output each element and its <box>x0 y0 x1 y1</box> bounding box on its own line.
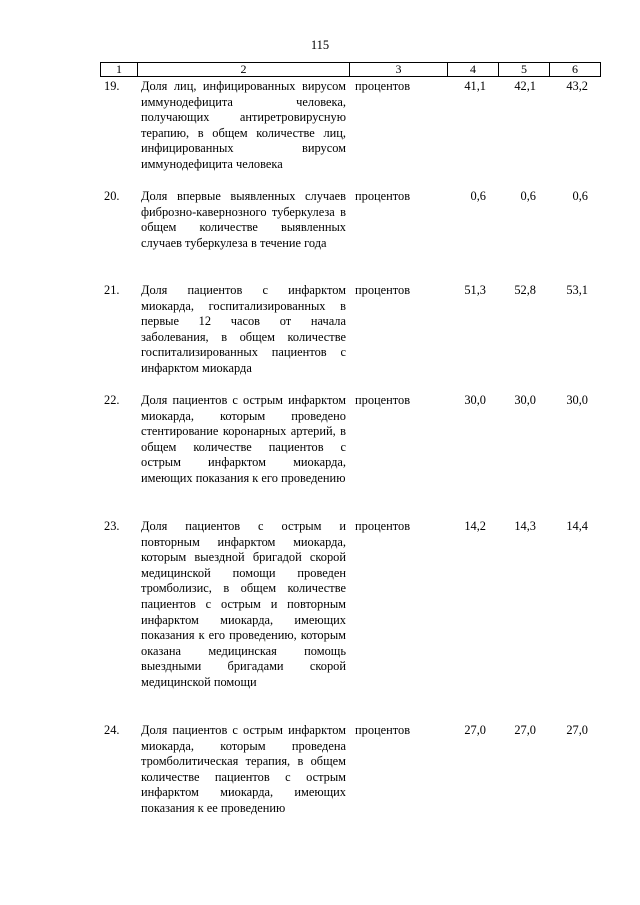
row-number: 19. <box>104 79 120 93</box>
value-col-5: 27,0 <box>514 723 536 737</box>
value-col-4: 51,3 <box>464 283 486 297</box>
unit-of-measure: процентов <box>355 519 411 533</box>
table-header-row <box>100 62 601 77</box>
unit-of-measure: процентов <box>355 79 411 93</box>
value-col-6: 43,2 <box>566 79 588 93</box>
indicator-description: Доля пациентов с острым инфарктом миокарда, которым проведено стентирование коронарных артерий, в общем количестве пациентов с острым инфарктом миокарда, имеющих показания к его проведению <box>141 393 346 485</box>
value-col-6: 14,4 <box>566 519 588 533</box>
header-col-4: 4 <box>448 63 499 76</box>
header-col-6: 6 <box>550 63 601 76</box>
value-col-6: 30,0 <box>566 393 588 407</box>
value-col-5: 52,8 <box>514 283 536 297</box>
value-col-5: 0,6 <box>520 189 536 203</box>
row-number: 23. <box>104 519 120 533</box>
indicator-description: Доля пациентов с острым инфарктом миокарда, которым проведена тромболитическая терапия, в общем количестве пациентов с острым инфарктом миокарда, имеющих показания к ее проведению <box>141 723 346 815</box>
unit-of-measure: процентов <box>355 723 411 737</box>
value-col-4: 0,6 <box>470 189 486 203</box>
value-col-4: 27,0 <box>464 723 486 737</box>
unit-of-measure: процентов <box>355 189 411 203</box>
value-col-4: 30,0 <box>464 393 486 407</box>
header-col-3: 3 <box>350 63 448 76</box>
value-col-5: 30,0 <box>514 393 536 407</box>
unit-of-measure: процентов <box>355 393 411 407</box>
header-col-1: 1 <box>101 63 138 76</box>
value-col-4: 41,1 <box>464 79 486 93</box>
value-col-6: 53,1 <box>566 283 588 297</box>
header-col-5: 5 <box>499 63 550 76</box>
row-number: 20. <box>104 189 120 203</box>
value-col-5: 14,3 <box>514 519 536 533</box>
row-number: 21. <box>104 283 120 297</box>
unit-of-measure: процентов <box>355 283 411 297</box>
row-number: 22. <box>104 393 120 407</box>
indicator-description: Доля пациентов с инфарктом миокарда, госпитализированных в первые 12 часов от начала заболевания, в общем количестве госпитализированных пациентов с инфарктом миокарда <box>141 283 346 375</box>
value-col-6: 0,6 <box>572 189 588 203</box>
header-col-2: 2 <box>138 63 350 76</box>
value-col-5: 42,1 <box>514 79 536 93</box>
indicator-description: Доля лиц, инфицированных вирусом иммунодефицита человека, получающих антиретровирусную терапию, в общем количестве лиц, инфицированных вирусом иммунодефицита человека <box>141 79 346 171</box>
value-col-6: 27,0 <box>566 723 588 737</box>
indicator-description: Доля пациентов с острым и повторным инфарктом миокарда, которым выездной бригадой скорой медицинской помощи проведен тромболизис, в общем количестве пациентов с острым и повторным инфарктом миокарда, имеющих показания к его проведению, которым оказана медицинская помощь выездными бригадами скорой медицинской помощи <box>141 519 346 689</box>
value-col-4: 14,2 <box>464 519 486 533</box>
row-number: 24. <box>104 723 120 737</box>
page-number: 115 <box>310 38 330 52</box>
indicator-description: Доля впервые выявленных случаев фиброзно-кавернозного туберкулеза в общем количестве выявленных случаев туберкулеза в течение года <box>141 189 346 250</box>
